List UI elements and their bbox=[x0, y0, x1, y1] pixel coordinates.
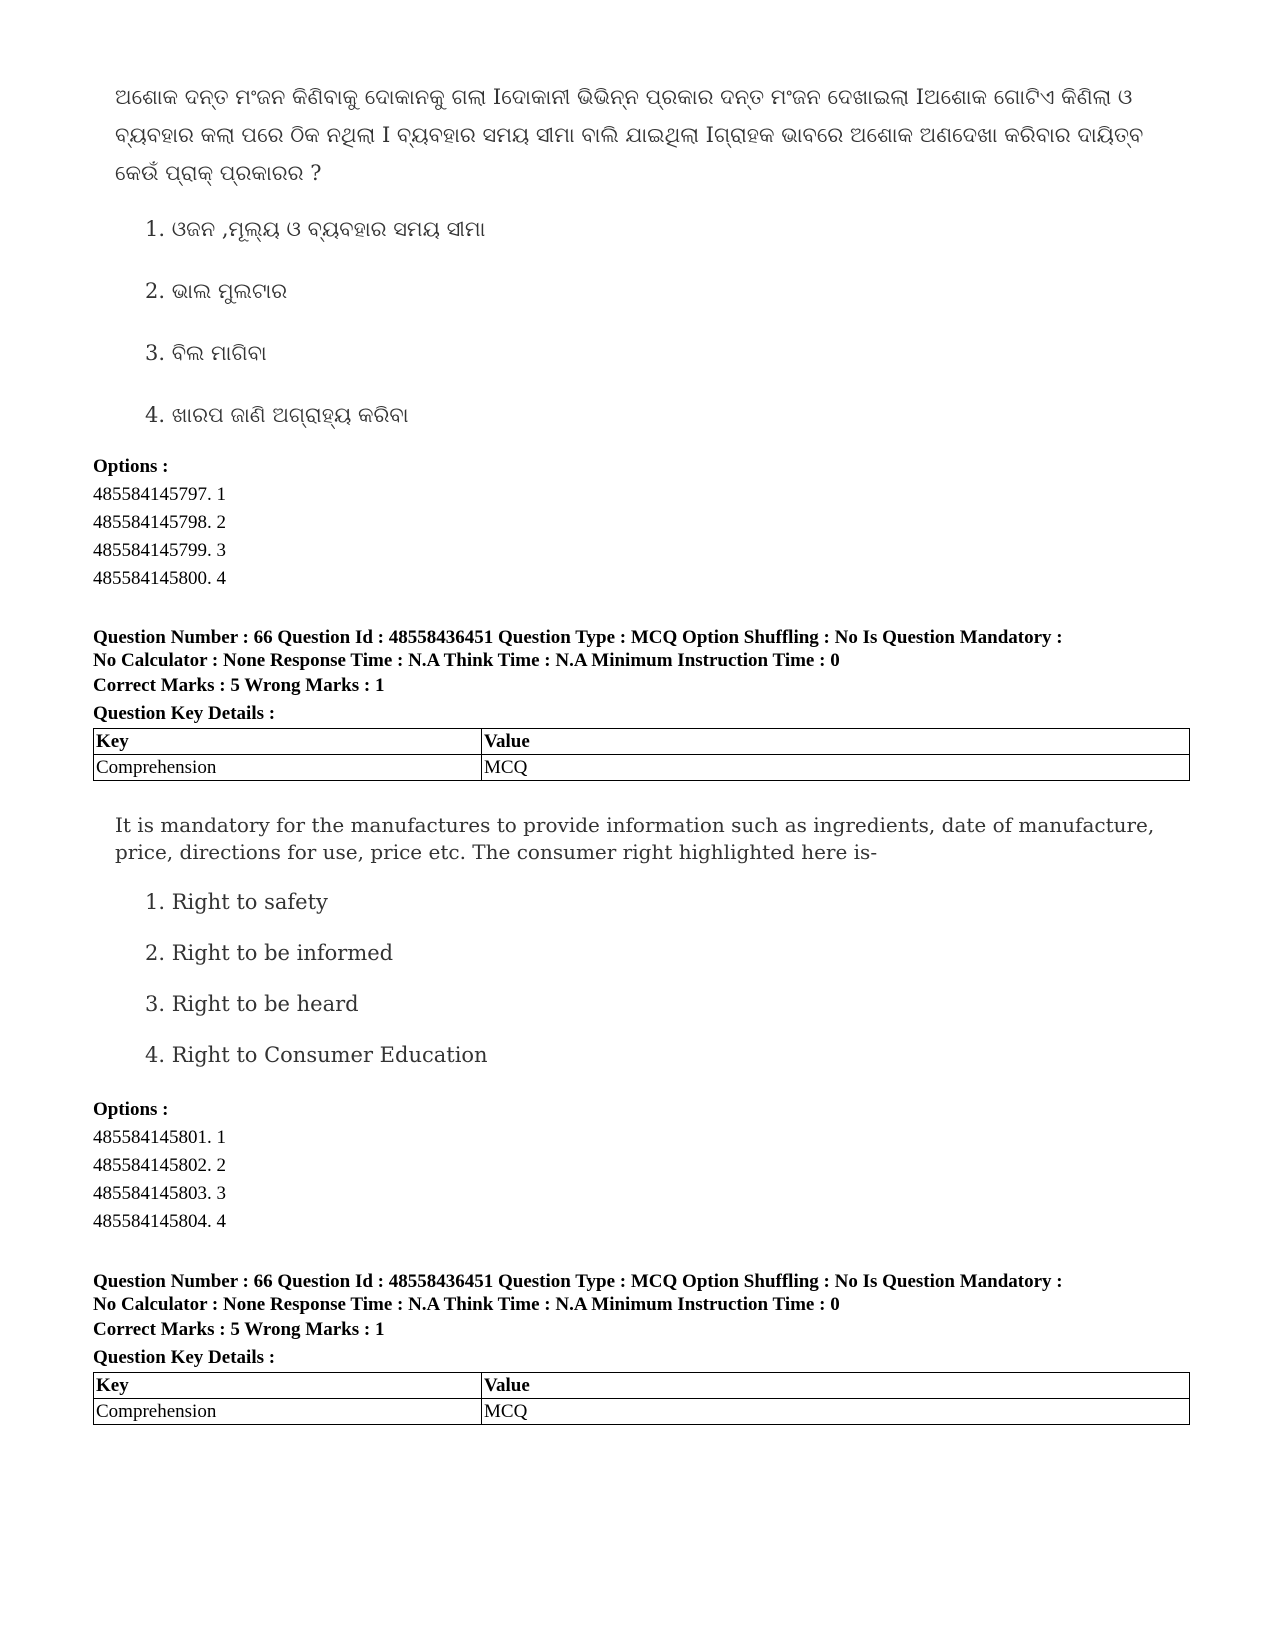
question-meta-line: Question Number : 66 Question Id : 48558436451 Question Type : MCQ Option Shuffling : No Is Question Mandatory : bbox=[93, 1271, 1063, 1292]
table-header-key: Key bbox=[94, 1373, 482, 1399]
question-stem: ଅଶୋକ ଦନ୍ତ ମଂଜନ କିଣିବାକୁ ଦୋକାନକୁ ଗଲା Iଦୋକାନୀ ଭିଭିନ୍ନ ପ୍ରକାର ଦନ୍ତ ମଂଜନ ଦେଖାଇଲା Iଅଶୋକ ଗୋଟିଏ କିଣିଲା ଓ ବ୍ୟବହାର କଲା ପରେ ଠିକ ନଥିଲା I ବ୍ୟବହାର ସମୟ ସୀମା ବାଲି ଯାଇଥିଲା Iଗ୍ରାହକ ଭାବରେ ଅଶୋକ ଅଣଦେଖା କରିବାର ଦାୟିତ୍ବ କେଉଁ ପ୍ରାକ୍ ପ୍ରକାରର ? bbox=[115, 85, 1144, 185]
options-section bbox=[93, 453, 226, 593]
table-cell: MCQ bbox=[482, 1399, 1190, 1425]
marks-line: Correct Marks : 5 Wrong Marks : 1 bbox=[93, 1319, 385, 1340]
table-header-row bbox=[94, 729, 1190, 755]
table-header-value: Value bbox=[482, 729, 1190, 755]
key-details-label: Question Key Details : bbox=[93, 703, 276, 724]
key-details-table bbox=[93, 1372, 1190, 1425]
options-label: Options : bbox=[93, 1099, 169, 1120]
option-item: 485584145802. 2 bbox=[93, 1155, 226, 1176]
option-item: 485584145804. 4 bbox=[93, 1211, 226, 1232]
question-meta-line: Question Number : 66 Question Id : 48558436451 Question Type : MCQ Option Shuffling : No Is Question Mandatory : bbox=[93, 627, 1063, 648]
english-question-image bbox=[115, 812, 1185, 866]
option-item: 485584145797. 1 bbox=[93, 484, 226, 505]
option-item: 485584145798. 2 bbox=[93, 512, 226, 533]
options-section bbox=[93, 1096, 226, 1236]
answer-item: 1. ଓଜନ ,ମୂଲ୍ୟ ଓ ବ୍ୟବହାର ସମୟ ସୀମା bbox=[145, 217, 486, 241]
key-details-label: Question Key Details : bbox=[93, 1347, 276, 1368]
table-row bbox=[94, 755, 1190, 781]
question-meta-line: No Calculator : None Response Time : N.A Think Time : N.A Minimum Instruction Time : 0 bbox=[93, 1294, 840, 1315]
options-label: Options : bbox=[93, 456, 169, 477]
answer-item: 3. Right to be heard bbox=[145, 992, 359, 1016]
question-header bbox=[93, 1270, 1190, 1425]
answer-item: 4. Right to Consumer Education bbox=[145, 1043, 488, 1067]
option-item: 485584145803. 3 bbox=[93, 1183, 226, 1204]
option-item: 485584145801. 1 bbox=[93, 1127, 226, 1148]
option-item: 485584145799. 3 bbox=[93, 540, 226, 561]
answer-item: 2. Right to be informed bbox=[145, 941, 394, 965]
table-header-row bbox=[94, 1373, 1190, 1399]
table-cell: MCQ bbox=[482, 755, 1190, 781]
key-details-table bbox=[93, 728, 1190, 781]
answer-item: 2. ଭାଲ ମୁଲଟାର bbox=[145, 279, 288, 303]
question-header bbox=[93, 626, 1190, 781]
table-row bbox=[94, 1399, 1190, 1425]
table-cell: Comprehension bbox=[94, 755, 482, 781]
table-header-key: Key bbox=[94, 729, 482, 755]
question-stem: It is mandatory for the manufactures to provide information such as ingredients, date of manufacture, price, directions for use, price etc. The consumer right highlighted here is- bbox=[115, 813, 1155, 864]
answer-item: 3. ବିଲ ମାଗିବା bbox=[145, 341, 267, 365]
answer-item: 4. ଖାରପ ଜାଣି ଅଗ୍ରାହ୍ୟ କରିବା bbox=[145, 403, 409, 427]
odia-question-image bbox=[115, 78, 1175, 192]
answer-item: 1. Right to safety bbox=[145, 890, 328, 914]
table-header-value: Value bbox=[482, 1373, 1190, 1399]
question-meta-line: No Calculator : None Response Time : N.A Think Time : N.A Minimum Instruction Time : 0 bbox=[93, 650, 840, 671]
table-cell: Comprehension bbox=[94, 1399, 482, 1425]
option-item: 485584145800. 4 bbox=[93, 568, 226, 589]
marks-line: Correct Marks : 5 Wrong Marks : 1 bbox=[93, 675, 385, 696]
